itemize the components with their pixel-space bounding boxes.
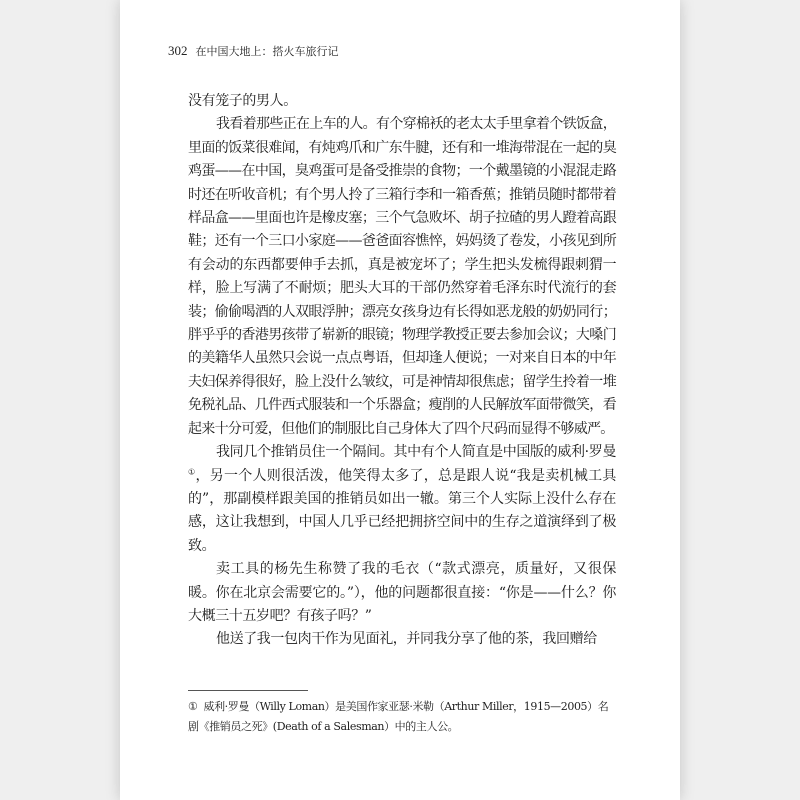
book-page xyxy=(120,0,680,800)
paragraph-salesmen-text-b: ，另一个人则很活泼，他笑得太多了，总是跟人说“我是卖机械工具的”，那副模样跟美国的推销员如出一辙。第三个人实际上没什么存在感，这让我想到，中国人几乎已经把拥挤空间中的生存之道演绎到了极致。 xyxy=(188,467,617,554)
paragraph-salesmen-text-a: 我同几个推销员住一个隔间。其中有个人简直是中国版的威利·罗曼 xyxy=(216,444,616,461)
paragraph-mr-yang: 卖工具的杨先生称赞了我的毛衣（“款式漂亮，质量好，又很保暖。你在北京会需要它的。”），他的问题都很直接：“你是——什么？你大概三十五岁吧？有孩子吗？” xyxy=(188,561,616,624)
paragraph-continuation: 没有笼子的男人。 xyxy=(188,93,297,109)
paragraph-salesmen xyxy=(188,441,616,558)
running-title: 在中国大地上：搭火车旅行记 xyxy=(195,45,339,58)
footnote xyxy=(188,697,616,737)
footnote-text: 威利·罗曼（Willy Loman）是美国作家亚瑟·米勒（Arthur Miller，1915—2005）名剧《推销员之死》(Death of a Salesman）中的主人公。 xyxy=(188,700,609,733)
running-header xyxy=(168,40,339,62)
footnote-label: ① xyxy=(188,700,198,713)
paragraph-passengers: 我看着那些正在上车的人。有个穿棉袄的老太太手里拿着个铁饭盒，里面的饭菜很难闻，有炖鸡爪和广东牛腱，还有和一堆海带混在一起的臭鸡蛋——在中国，臭鸡蛋可是备受推崇的食物；一个戴墨镜的小混混走路时还在听收音机；有个男人拎了三箱行李和一箱香蕉；推销员随时都带着样品盒——里面也许是橡皮塞；三个气急败坏、胡子拉碴的男人蹬着高跟鞋；还有一个三口小家庭——爸爸面容憔悴，妈妈烫了卷发，小孩见到所有会动的东西都要伸手去抓，真是被宠坏了；学生把头发梳得跟刺猬一样，脸上写满了不耐烦；肥头大耳的干部仍然穿着毛泽东时代流行的套装；偷偷喝酒的人双眼浮肿；漂亮女孩身边有长得如恶龙般的奶奶同行；胖乎乎的香港男孩带了崭新的眼镜；物理学教授正要去参加会议；大嗓门的美籍华人虽然只会说一点点粤语，但却逢人便说；一对来自日本的中年夫妇保养得很好，脸上没什么皱纹，可是神情却很焦虑；留学生拎着一堆免税礼品、几件西式服装和一个乐器盒；瘦削的人民解放军面带微笑，看起来十分可爱，但他们的制服比自己身体大了四个尺码而显得不够威严。 xyxy=(188,116,616,437)
body-text xyxy=(188,90,616,652)
page-number: 302 xyxy=(168,43,188,58)
footnote-reference-mark[interactable]: ① xyxy=(188,466,196,476)
footnote-divider xyxy=(188,690,308,691)
paragraph-gift: 他送了我一包肉干作为见面礼，并同我分享了他的茶，我回赠给 xyxy=(216,631,597,648)
